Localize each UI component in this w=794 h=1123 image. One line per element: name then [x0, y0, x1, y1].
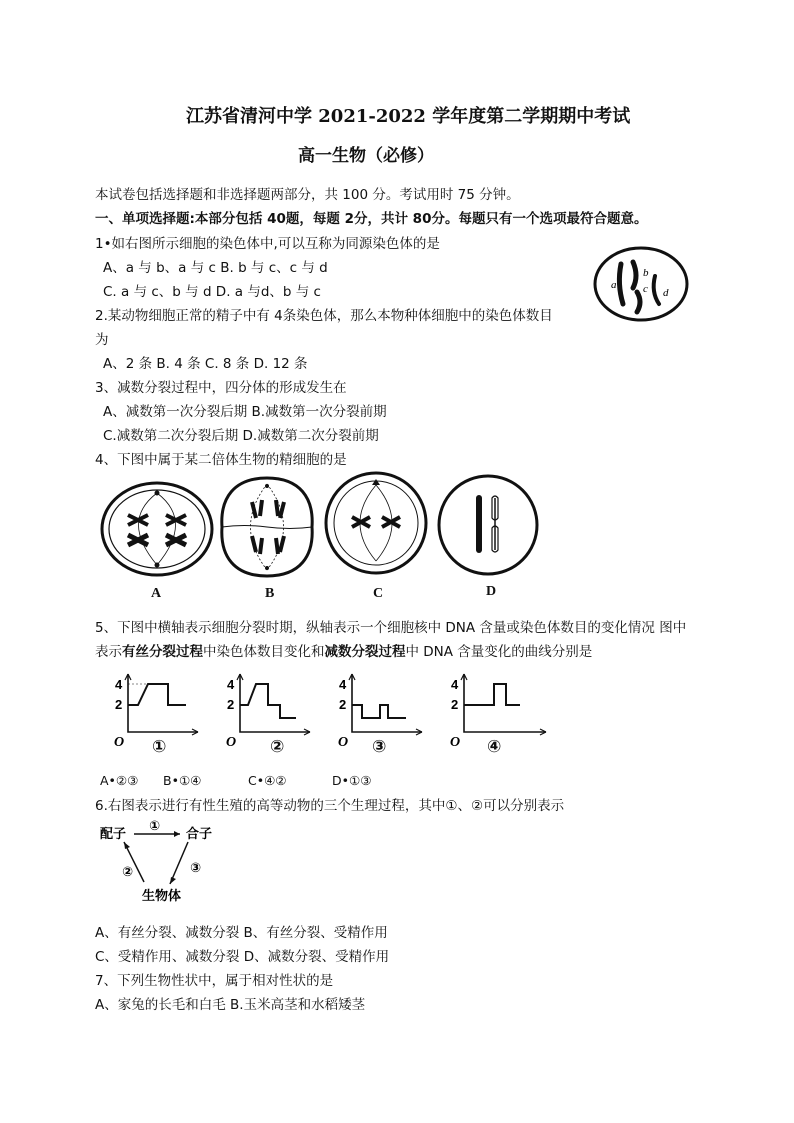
q5-stem-line2: 表示有丝分裂过程中染色体数目变化和减数分裂过程中 DNA 含量变化的曲线分别是 [95, 644, 593, 660]
q5-graph-label-2: ② [270, 737, 285, 757]
q5-g3-origin: O [338, 735, 349, 750]
q5-option-c: C•④② [248, 773, 287, 788]
q4-label-b: B [265, 586, 275, 601]
q5-g4-y4: 4 [451, 677, 459, 692]
q3-options-ab: A、减数第一次分裂后期 B.减数第一次分裂前期 [103, 404, 387, 420]
q4-stem: 4、下图中属于某二倍体生物的精细胞的是 [95, 452, 347, 468]
q4-cell-d [437, 474, 539, 576]
q5-g3-y4: 4 [339, 677, 347, 692]
q1-options-ab: A、a 与 b、a 与 c B. b 与 c、c 与 d [103, 260, 328, 276]
intro-text: 本试卷包括选择题和非选择题两部分，共 100 分。考试用时 75 分钟。 [95, 187, 520, 203]
q5-g2-y2: 2 [227, 697, 235, 712]
q1-label-c: c [643, 283, 648, 295]
q6-options-ab: A、有丝分裂、减数分裂 B、有丝分裂、受精作用 [95, 925, 388, 941]
q2-stem-line1: 2.某动物细胞正常的精子中有 4条染色体，那么本物种体细胞中的染色体数目 [95, 308, 553, 324]
q1-label-b: b [643, 267, 649, 279]
q6-options-cd: C、受精作用、减数分裂 D、减数分裂、受精作用 [95, 949, 390, 965]
q6-gamete: 配子 [100, 827, 127, 842]
q5-option-a: A•②③ [100, 773, 139, 788]
q6-stem: 6.右图表示进行有性生殖的高等动物的三个生理过程，其中①、②可以分别表示 [95, 798, 565, 814]
q2-options: A、2 条 B. 4 条 C. 8 条 D. 12 条 [103, 356, 308, 372]
q6-zygote: 合子 [186, 827, 213, 842]
q5-g4-origin: O [450, 735, 461, 750]
q5-g2-y4: 4 [227, 677, 235, 692]
exam-title: 江苏省清河中学 2021-2022 学年度第二学期期中考试 [186, 106, 631, 127]
q1-label-a: a [611, 279, 617, 291]
q5-graph-label-3: ③ [372, 737, 387, 757]
q6-organism: 生物体 [142, 889, 182, 904]
q5-graph-2 [224, 672, 312, 756]
q5-g3-y2: 2 [339, 697, 347, 712]
q1-label-d: d [663, 287, 669, 299]
q7-stem: 7、下列生物性状中，属于相对性状的是 [95, 973, 334, 989]
q1-options-cd: C. a 与 c、b 与 d D. a 与d、b 与 c [103, 284, 321, 300]
q6-n2: ② [122, 865, 134, 880]
q4-cell-a [100, 481, 215, 577]
q5-stem-line1: 5、下图中横轴表示细胞分裂时期，纵轴表示一个细胞核中 DNA 含量或染色体数目的变化情况 图中 [95, 620, 687, 636]
q5-g1-y2: 2 [115, 697, 123, 712]
section1-heading: 一、单项选择题:本部分包括 40题，每题 2分，共计 80分。每题只有一个选项最符合题意。 [95, 211, 648, 227]
q2-stem-line2: 为 [95, 332, 109, 348]
exam-subtitle: 高一生物（必修） [298, 146, 434, 166]
q6-n3: ③ [190, 861, 202, 876]
q6-n1: ① [149, 819, 161, 834]
q4-label-c: C [373, 586, 384, 601]
q3-options-cd: C.减数第二次分裂后期 D.减数第二次分裂前期 [103, 428, 379, 444]
q7-options-ab: A、家兔的长毛和白毛 B.玉米高茎和水稻矮茎 [95, 997, 366, 1013]
q3-stem: 3、减数分裂过程中，四分体的形成发生在 [95, 380, 347, 396]
q4-cell-c [324, 471, 429, 576]
q1-stem: 1•如右图所示细胞的染色体中,可以互称为同源染色体的是 [95, 236, 440, 252]
q1-cell-figure [593, 246, 689, 322]
q5-graph-label-4: ④ [487, 737, 502, 757]
q4-label-a: A [151, 586, 162, 601]
q4-cell-b [214, 474, 320, 580]
q5-g1-y4: 4 [115, 677, 123, 692]
q5-option-b: B•①④ [163, 773, 202, 788]
q4-label-d: D [486, 584, 497, 599]
q5-g4-y2: 2 [451, 697, 459, 712]
q5-g2-origin: O [226, 735, 237, 750]
q5-option-d: D•①③ [332, 773, 372, 788]
q5-graph-label-1: ① [152, 737, 167, 757]
q5-g1-origin: O [114, 735, 125, 750]
q6-cycle-diagram [100, 818, 220, 904]
